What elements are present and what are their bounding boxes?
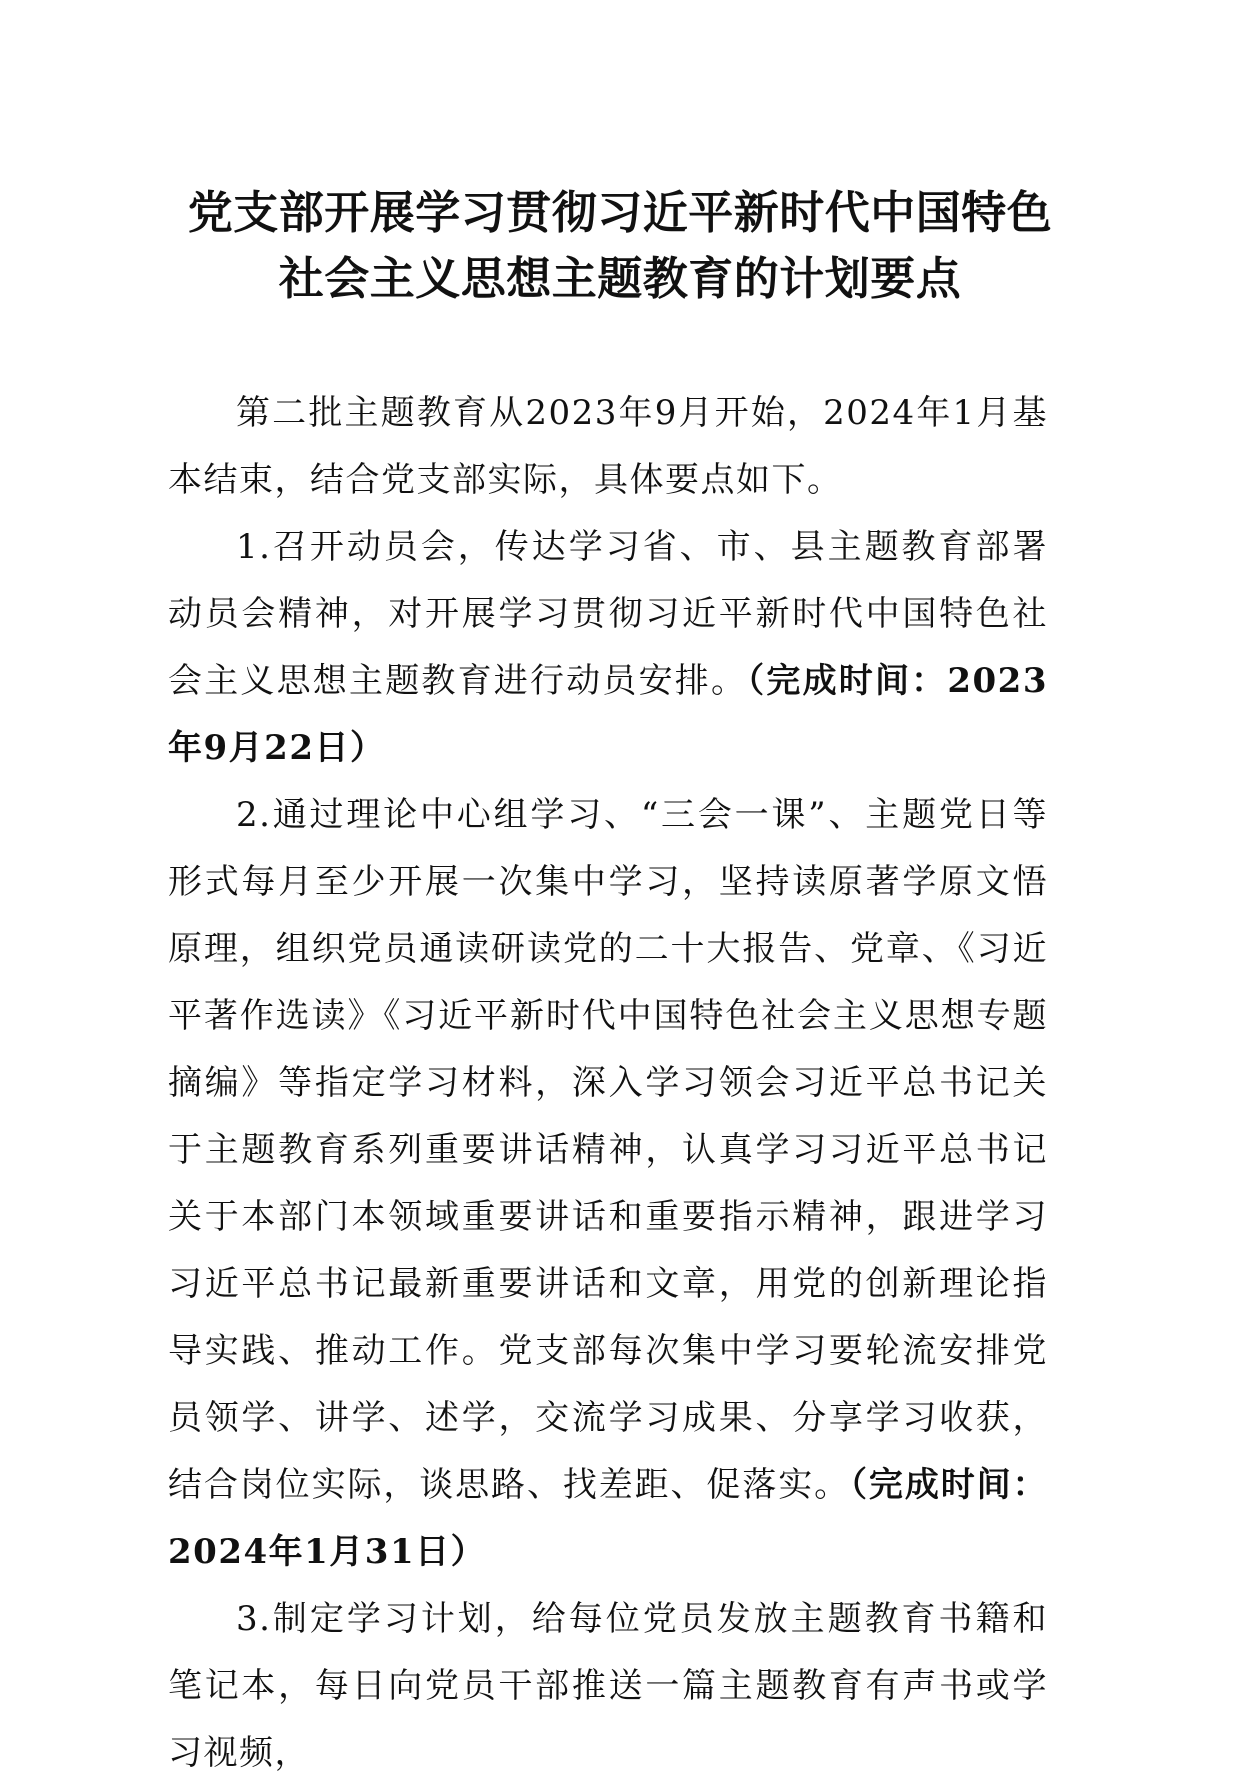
document-body	[168, 380, 1048, 1787]
item-1-deadline: （完成时间：2023年9月22日）	[168, 661, 1048, 768]
document-title	[160, 180, 1080, 312]
item-2-text: 2.通过理论中心组学习、“三会一课”、主题党日等形式每月至少开展一次集中学习，坚持读原著学原文悟原理，组织党员通读研读党的二十大报告、党章、《习近平著作选读》《习近平新时代中国特色社会主义思想专题摘编》等指定学习材料，深入学习领会习近平总书记关于主题教育系列重要讲话精神，认真学习习近平总书记关于本部门本领域重要讲话和重要指示精神，跟进学习习近平总书记最新重要讲话和文章，用党的创新理论指导实践、推动工作。党支部每次集中学习要轮流安排党员领学、讲学、述学，交流学习成果、分享学习收获，结合岗位实际，谈思路、找差距、促落实。	[168, 795, 1048, 1505]
title-line-2: 社会主义思想主题教育的计划要点	[278, 252, 962, 305]
item-3-text: 3.制定学习计划，给每位党员发放主题教育书籍和笔记本，每日向党员干部推送一篇主题教育有声书或学习视频，	[168, 1599, 1048, 1773]
item-2-paragraph	[168, 782, 1048, 1586]
item-1-text: 1.召开动员会，传达学习省、市、县主题教育部署动员会精神，对开展学习贯彻习近平新时代中国特色社会主义思想主题教育进行动员安排。	[168, 527, 1048, 701]
item-2-deadline: （完成时间：2024年1月31日）	[168, 1465, 1049, 1572]
item-3-paragraph	[168, 1586, 1048, 1787]
intro-paragraph: 第二批主题教育从2023年9月开始，2024年1月基本结束，结合党支部实际，具体要点如下。	[168, 393, 1048, 500]
item-1-paragraph	[168, 514, 1048, 782]
title-line-1: 党支部开展学习贯彻习近平新时代中国特色	[187, 186, 1053, 239]
